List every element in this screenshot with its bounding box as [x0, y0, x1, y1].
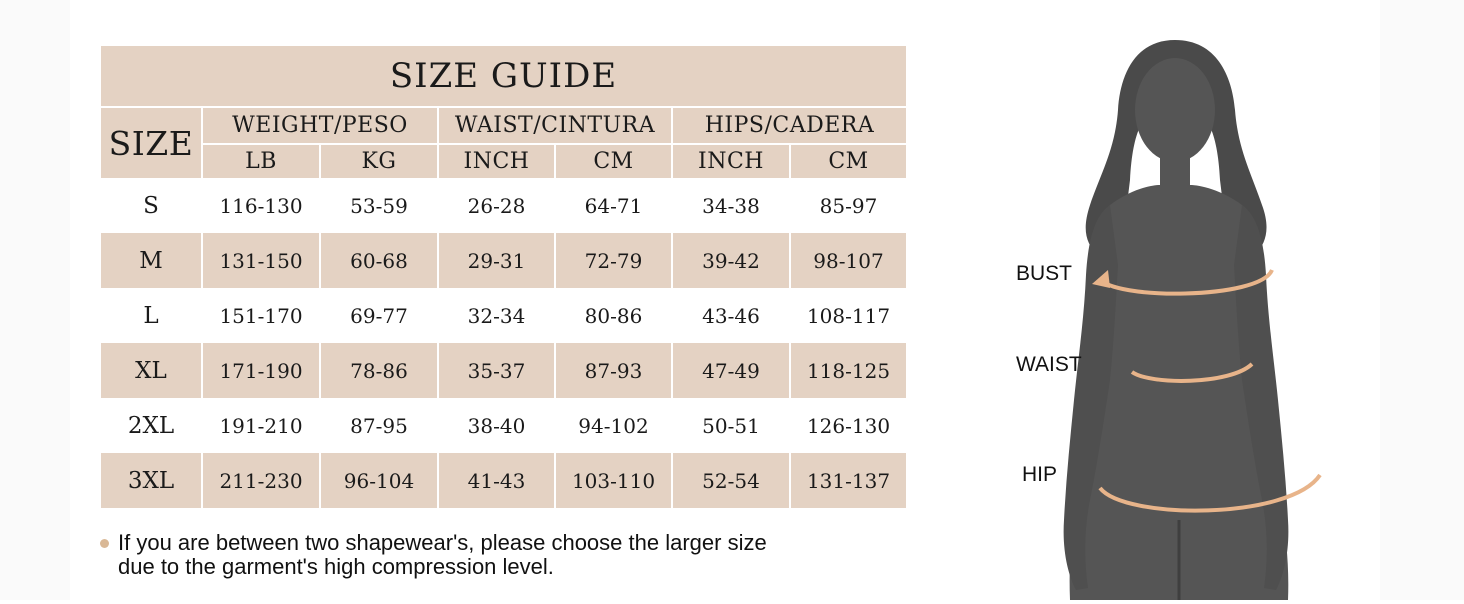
hips-cm-cell: 98-107 [813, 248, 884, 273]
weight-kg-cell: 78-86 [350, 358, 408, 383]
size-column-header: SIZE [108, 123, 194, 163]
row-divider [201, 343, 203, 398]
waist-group-header: WAIST/CINTURA [454, 113, 656, 138]
size-advice-note [100, 531, 890, 579]
body-measurement-figure [960, 0, 1380, 600]
weight-lb-cell: 131-150 [219, 248, 303, 273]
weight-kg-cell: 69-77 [350, 303, 408, 328]
weight-kg-cell: 53-59 [350, 193, 408, 218]
left-background-band [0, 0, 70, 600]
bust-label: BUST [1016, 262, 1073, 285]
hips-inch-cell: 50-51 [702, 413, 760, 438]
waist-label: WAIST [1016, 353, 1082, 376]
size-cell: S [143, 192, 159, 219]
note-line-1: If you are between two shapewear's, please choose the larger size [118, 530, 767, 555]
weight-lb-cell: 151-170 [219, 303, 303, 328]
hips-inch-cell: 39-42 [702, 248, 760, 273]
row-divider [319, 233, 321, 288]
size-guide-title: SIZE GUIDE [101, 46, 906, 108]
waist-inch-cell: 26-28 [467, 193, 526, 218]
row-divider [554, 343, 556, 398]
header-divider [789, 143, 791, 178]
hips-inch-cell: 34-38 [702, 193, 760, 218]
size-cell: 3XL [127, 467, 175, 494]
waist-inch-cell: 29-31 [467, 248, 526, 273]
row-divider [671, 233, 673, 288]
waist-cm-cell: 72-79 [584, 248, 643, 273]
table-row [101, 398, 906, 453]
row-divider [789, 233, 791, 288]
size-cell: M [139, 247, 163, 274]
unit-header-kg: KG [361, 149, 397, 174]
size-cell: L [143, 302, 159, 329]
table-row [101, 288, 906, 343]
waist-inch-cell: 35-37 [467, 358, 526, 383]
weight-lb-cell: 191-210 [219, 413, 303, 438]
weight-lb-cell: 116-130 [219, 193, 303, 218]
header-divider [554, 143, 556, 178]
row-divider [319, 453, 321, 508]
weight-kg-cell: 96-104 [343, 468, 415, 493]
weight-group-header: WEIGHT/PESO [232, 113, 408, 138]
weight-lb-cell: 211-230 [219, 468, 303, 493]
hips-cm-cell: 126-130 [806, 413, 891, 438]
waist-cm-cell: 87-93 [584, 358, 643, 383]
table-header [101, 108, 906, 178]
row-divider [319, 343, 321, 398]
waist-inch-cell: 32-34 [467, 303, 526, 328]
table-row [101, 343, 906, 398]
unit-header-waist-inch: INCH [463, 149, 530, 174]
waist-inch-cell: 41-43 [467, 468, 526, 493]
unit-header-hips-inch: INCH [698, 149, 764, 174]
waist-inch-cell: 38-40 [467, 413, 526, 438]
header-divider [201, 143, 906, 145]
header-divider [319, 143, 321, 178]
hips-inch-cell: 52-54 [702, 468, 760, 493]
female-silhouette-icon [960, 0, 1380, 600]
bullet-dot-icon [100, 539, 109, 548]
note-line-2: due to the garment's high compression level. [118, 554, 554, 579]
right-background-band [1380, 0, 1464, 600]
unit-header-hips-cm: CM [828, 149, 869, 174]
row-divider [789, 343, 791, 398]
waist-cm-cell: 80-86 [584, 303, 643, 328]
hip-label: HIP [1022, 463, 1058, 486]
row-divider [437, 233, 439, 288]
waist-cm-cell: 103-110 [571, 468, 656, 493]
size-cell: 2XL [127, 412, 175, 439]
row-divider [671, 343, 673, 398]
hips-cm-cell: 131-137 [806, 468, 891, 493]
size-guide-table [101, 46, 906, 508]
table-body [101, 178, 906, 508]
row-divider [437, 453, 439, 508]
hips-inch-cell: 47-49 [702, 358, 760, 383]
row-divider [201, 453, 203, 508]
weight-kg-cell: 60-68 [350, 248, 408, 273]
table-row [101, 233, 906, 288]
hips-cm-cell: 108-117 [806, 303, 891, 328]
hips-group-header: HIPS/CADERA [704, 113, 875, 138]
weight-kg-cell: 87-95 [350, 413, 408, 438]
row-divider [554, 453, 556, 508]
unit-header-lb: LB [245, 149, 277, 174]
hips-cm-cell: 85-97 [819, 193, 878, 218]
hips-cm-cell: 118-125 [806, 358, 891, 383]
unit-header-waist-cm: CM [593, 149, 634, 174]
row-divider [201, 233, 203, 288]
waist-cm-cell: 64-71 [584, 193, 643, 218]
hips-inch-cell: 43-46 [702, 303, 760, 328]
row-divider [554, 233, 556, 288]
row-divider [671, 453, 673, 508]
table-row [101, 453, 906, 508]
row-divider [437, 343, 439, 398]
weight-lb-cell: 171-190 [219, 358, 303, 383]
row-divider [789, 453, 791, 508]
table-row [101, 178, 906, 233]
size-cell: XL [135, 357, 167, 384]
waist-cm-cell: 94-102 [578, 413, 649, 438]
